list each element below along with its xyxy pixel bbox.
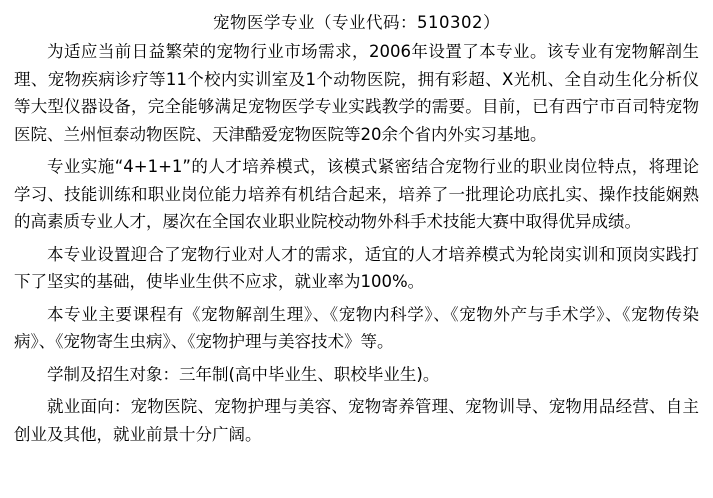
page-title: 宠物医学专业（专业代码：510302） bbox=[213, 13, 500, 32]
paragraph-overview: 为适应当前日益繁荣的宠物行业市场需求，2006年设置了本专业。该专业有宠物解剖生理、宠物疾病诊疗等11个校内实训室及1个动物医院，拥有彩超、X光机、全自动生化分析仪等大型仪器设备，完全能够满足宠物医学专业实践教学的需要。目前，已有西宁市百司特宠物医院、兰州恒泰动物医院、天津酷爱宠物医院等20余个省内外实习基地。 bbox=[14, 42, 699, 144]
paragraph-duration-admission: 学制及招生对象：三年制(高中毕业生、职校毕业生)。 bbox=[47, 364, 440, 384]
paragraph-courses: 本专业主要课程有《宠物解剖生理》、《宠物内科学》、《宠物外产与手术学》、《宠物传染病》、《宠物寄生虫病》、《宠物护理与美容技术》等。 bbox=[14, 304, 699, 351]
paragraph-employment-rate: 本专业设置迎合了宠物行业对人才的需求，适宜的人才培养模式为轮岗实训和顶岗实践打下了坚实的基础，使毕业生供不应求，就业率为100%。 bbox=[14, 244, 699, 291]
paragraph-employment-fields: 就业面向：宠物医院、宠物护理与美容、宠物寄养管理、宠物训导、宠物用品经营、自主创业及其他，就业前景十分广阔。 bbox=[14, 397, 699, 444]
paragraph-training-model: 专业实施“4+1+1”的人才培养模式，该模式紧密结合宠物行业的职业岗位特点，将理论学习、技能训练和职业岗位能力培养有机结合起来，培养了一批理论功底扎实、操作技能娴熟的高素质专业人才，屡次在全国农业职业院校动物外科手术技能大赛中取得优异成绩。 bbox=[14, 157, 699, 231]
